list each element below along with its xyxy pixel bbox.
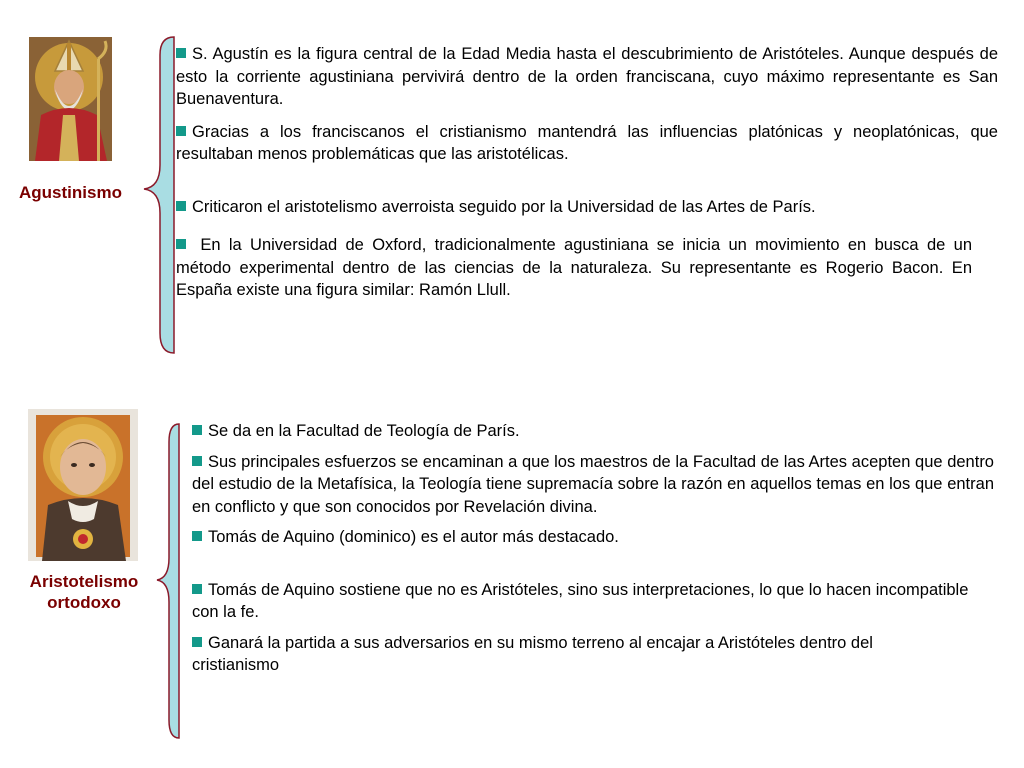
list-item-text: Tomás de Aquino sostiene que no es Aristóteles, sino sus interpretaciones, lo que lo hacen incompatible con la fe.: [192, 580, 969, 621]
bishop-portrait-image: [29, 37, 112, 161]
list-item-text: Criticaron el aristotelismo averroista seguido por la Universidad de las Artes de París.: [192, 197, 816, 216]
list-item-text: Se da en la Facultad de Teología de París.: [208, 422, 520, 440]
section-title-line: Aristotelismo: [29, 572, 139, 591]
list-item-text: Tomás de Aquino (dominico) es el autor más destacado.: [208, 528, 619, 546]
bullet-list-aristotelismo: [192, 420, 994, 677]
bullet-list-agustinismo: [176, 43, 998, 302]
section-brace: [155, 422, 181, 740]
list-item-text: En la Universidad de Oxford, tradicionalmente agustiniana se inicia un movimiento en busca de un método experimental dentro de las ciencias de la naturaleza. Su representante es Rogerio Bacon. En España existe una figura similar: Ramón Llull.: [176, 236, 972, 299]
list-item-text: Ganará la partida a sus adversarios en su mismo terreno al encajar a Aristóteles dentro del cristianismo: [192, 633, 873, 674]
monk-portrait-image: [28, 409, 138, 561]
bullet-square-icon: [176, 48, 186, 58]
bullet-square-icon: [192, 531, 202, 541]
list-item-text: S. Agustín es la figura central de la Edad Media hasta el descubrimiento de Aristóteles. Aunque después de esto la corriente agustiniana pervivirá dentro de la orden franciscana, cuyo máximo representante es San Buenaventura.: [176, 45, 998, 108]
list-item-text: Sus principales esfuerzos se encaminan a que los maestros de la Facultad de las Artes acepten que dentro del estudio de la Metafísica, la Teología tiene supremacía sobre la razón en aquellos temas en los que entran en conflicto y que son conocidos por Revelación divina.: [192, 452, 994, 516]
list-item: [192, 632, 928, 677]
section-title-aristotelismo-ortodoxo: [18, 571, 150, 613]
list-item: [192, 420, 994, 443]
bullet-square-icon: [192, 584, 202, 594]
bullet-square-icon: [176, 201, 186, 211]
list-item: [192, 526, 994, 549]
bullet-square-icon: [176, 126, 186, 136]
bullet-square-icon: [192, 456, 202, 466]
bullet-square-icon: [192, 425, 202, 435]
list-item: [176, 196, 998, 219]
section-title-line: ortodoxo: [47, 593, 121, 612]
section-title-agustinismo: Agustinismo: [19, 183, 122, 202]
list-item: [192, 451, 994, 519]
list-item: [176, 121, 998, 166]
bullet-square-icon: [176, 239, 186, 249]
list-item-text: Gracias a los franciscanos el cristianismo mantendrá las influencias platónicas y neoplatónicas, que resultaban menos problemáticas que las aristotélicas.: [176, 122, 998, 163]
list-item: [176, 43, 998, 111]
section-brace: [140, 35, 176, 355]
bullet-square-icon: [192, 637, 202, 647]
list-item: [176, 234, 972, 302]
list-item: [192, 579, 972, 624]
